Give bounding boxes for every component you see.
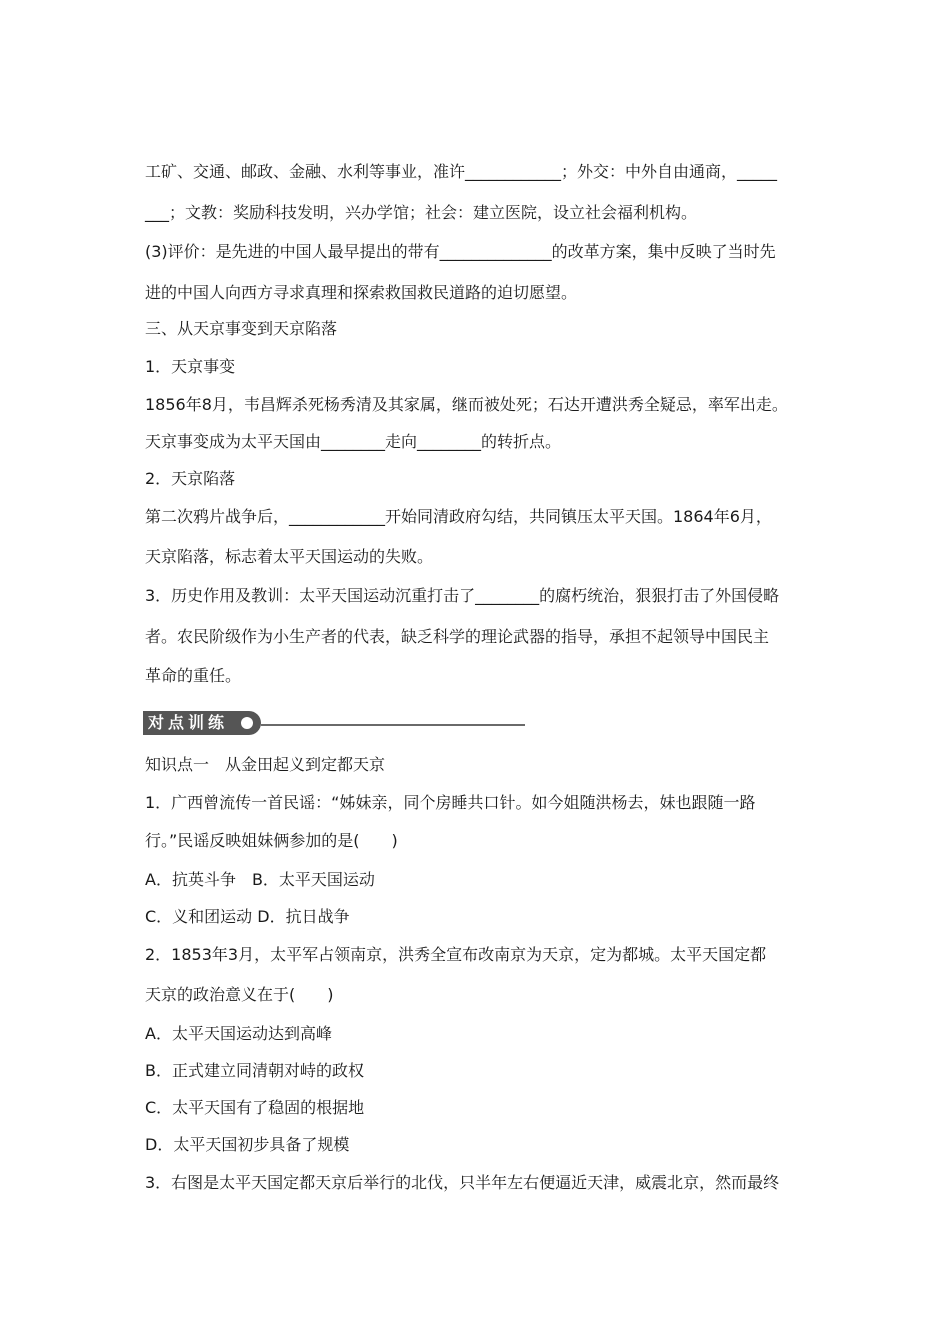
text-line-14: 革命的重任。 [145,666,242,685]
text-line-10: 第二次鸦片战争后，____________开始同清政府勾结，共同镇压太平天国。1864年6月， [145,507,772,526]
banner-rule [261,724,525,726]
question-2-option-c: C．太平天国有了稳固的根据地 [145,1098,365,1117]
subheading-tianjing-fall: 2．天京陷落 [145,469,236,488]
question-2-option-a: A．太平天国运动达到高峰 [145,1024,332,1043]
question-2-line-1: 2．1853年3月，太平军占领南京，洪秀全宣布改南京为天京，定为都城。太平天国定都 [145,945,767,964]
text-line-8: 天京事变成为太平天国由________走向________的转折点。 [145,432,562,451]
text-line-4: 进的中国人向西方寻求真理和探索救国救民道路的迫切愿望。 [145,283,578,302]
text-line-11: 天京陷落，标志着太平天国运动的失败。 [145,547,434,566]
section-heading-3: 三、从天京事变到天京陷落 [145,319,338,338]
text-line-13: 者。农民阶级作为小生产者的代表，缺乏科学的理论武器的指导，承担不起领导中国民主 [145,627,770,646]
bullet-icon [241,717,253,729]
section-banner [143,710,525,738]
question-2-option-b: B．正式建立同清朝对峙的政权 [145,1061,364,1080]
text-line-3: (3)评价：是先进的中国人最早提出的带有______________的改革方案，集中反映了当时先 [145,242,776,261]
text-line-7: 1856年8月，韦昌辉杀死杨秀清及其家属，继而被处死；石达开遭洪秀全疑忌，率军出走。 [145,395,788,414]
question-3-line-1: 3．右图是太平天国定都天京后举行的北伐，只半年左右便逼近天津，威震北京，然而最终 [145,1173,780,1192]
text-line-1: 工矿、交通、邮政、金融、水利等事业，准许____________；外交：中外自由通商，_____ [145,162,778,181]
question-1-line-2: 行。”民谣反映姐妹俩参加的是( ) [145,831,398,850]
question-1-options-cd: C．义和团运动 D．抗日战争 [145,907,350,926]
question-1-options-ab: A．抗英斗争 B．太平天国运动 [145,870,375,889]
question-2-line-2: 天京的政治意义在于( ) [145,985,334,1004]
subheading-tianjing-incident: 1．天京事变 [145,357,236,376]
text-line-12: 3．历史作用及教训：太平天国运动沉重打击了________的腐朽统治，狠狠打击了外国侵略 [145,586,780,605]
knowledge-point-heading: 知识点一 从金田起义到定都天京 [145,755,386,774]
question-1-line-1: 1．广西曾流传一首民谣：“姊妹亲，同个房睡共口针。如今姐随洪杨去，妹也跟随一路 [145,793,756,812]
question-2-option-d: D．太平天国初步具备了规模 [145,1135,350,1154]
banner-label: 对点训练 [148,713,229,732]
text-line-2: ___；文教：奖励科技发明，兴办学馆；社会：建立医院，设立社会福利机构。 [145,203,698,222]
banner-tag [143,711,261,735]
